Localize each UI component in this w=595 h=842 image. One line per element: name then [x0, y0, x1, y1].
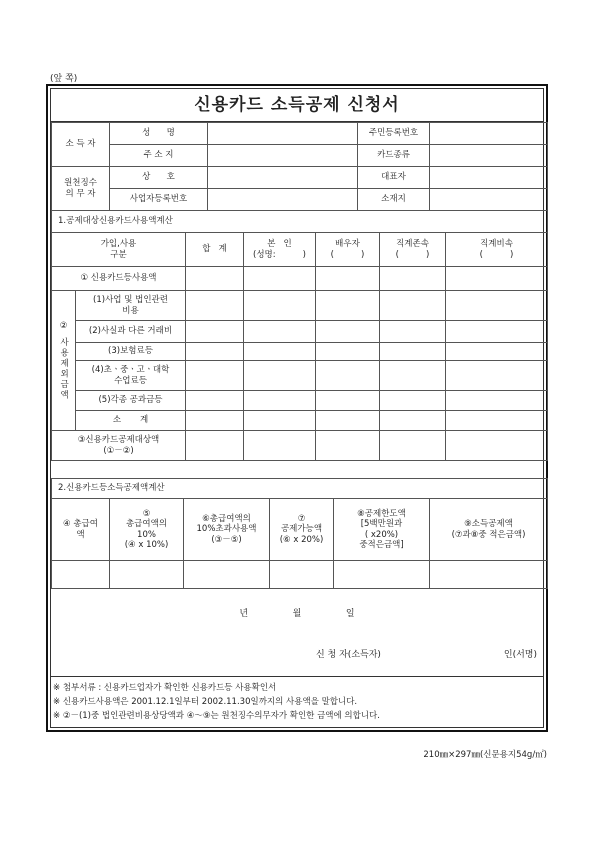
cell[interactable]: [186, 291, 244, 321]
applicant-label: 신 청 자(소득자): [316, 650, 381, 660]
withholder-group-label: 원천징수 의 무 자: [52, 167, 110, 211]
cell[interactable]: [316, 431, 380, 461]
cell[interactable]: [186, 343, 244, 361]
cell[interactable]: [244, 291, 316, 321]
form-inner: [50, 88, 544, 728]
business-reg-label: 사업자등록번호: [110, 189, 208, 211]
cell[interactable]: [244, 391, 316, 411]
note-verification: ※ ②－(1)중 법인관련비용상당액과 ④～⑨는 원천징수의무자가 확인한 금액에 의합니다.: [53, 711, 380, 721]
business-reg-field[interactable]: [208, 189, 358, 211]
representative-field[interactable]: [430, 167, 548, 189]
cell[interactable]: [430, 561, 548, 589]
col-descendant: 직계비속 ( ): [446, 233, 548, 267]
usage-table: [51, 210, 548, 461]
excluded-item-1: (1)사업 및 법인관련 비용: [76, 291, 186, 321]
cell[interactable]: [316, 267, 380, 291]
cell[interactable]: [52, 561, 110, 589]
col-deductible: ⑦ 공제가능액 (⑥ x 20%): [270, 499, 334, 561]
form-title: 신용카드 소득공제 신청서: [51, 89, 543, 122]
col-self: 본 인 (성명: ): [244, 233, 316, 267]
address-field[interactable]: [208, 145, 358, 167]
cell[interactable]: [380, 343, 446, 361]
col-ascendant: 직계존속 ( ): [380, 233, 446, 267]
cell[interactable]: [316, 321, 380, 343]
company-name-field[interactable]: [208, 167, 358, 189]
cell[interactable]: [446, 343, 548, 361]
excluded-item-4: (4)초ㆍ중ㆍ고ㆍ대학 수업료등: [76, 361, 186, 391]
cell[interactable]: [380, 391, 446, 411]
representative-label: 대표자: [358, 167, 430, 189]
cell[interactable]: [186, 391, 244, 411]
card-type-label: 카드종류: [358, 145, 430, 167]
paper-size-label: 210㎜×297㎜(신문용지54g/㎡): [423, 750, 547, 760]
cell[interactable]: [184, 561, 270, 589]
cell[interactable]: [446, 291, 548, 321]
col-salary-10pct: ⑤ 총급여액의 10% (④ x 10%): [110, 499, 184, 561]
col-excess-usage: ⑥총급여액의 10%초과사용액 (③－⑤): [184, 499, 270, 561]
form-frame: [46, 84, 548, 732]
cell[interactable]: [186, 431, 244, 461]
cell[interactable]: [244, 411, 316, 431]
section1-title: 1.공제대상신용카드사용액계산: [52, 211, 548, 233]
front-page-label: (앞 쪽): [50, 74, 78, 84]
cell[interactable]: [380, 411, 446, 431]
name-field[interactable]: [208, 123, 358, 145]
card-type-field[interactable]: [430, 145, 548, 167]
cell[interactable]: [110, 561, 184, 589]
excluded-subtotal: 소 계: [76, 411, 186, 431]
excluded-item-2: (2)사실과 다른 거래비: [76, 321, 186, 343]
cell[interactable]: [316, 343, 380, 361]
cell[interactable]: [244, 361, 316, 391]
col-spouse: 배우자 ( ): [316, 233, 380, 267]
col-deduction-limit: ⑧공제한도액 [5백만원과 ( x20%) 중적은금액]: [334, 499, 430, 561]
cell[interactable]: [186, 411, 244, 431]
cell[interactable]: [186, 361, 244, 391]
cell[interactable]: [446, 361, 548, 391]
row-card-usage: ① 신용카드등사용액: [52, 267, 186, 291]
company-name-label: 상 호: [110, 167, 208, 189]
cell[interactable]: [380, 291, 446, 321]
signature-label: 인(서명): [503, 650, 537, 660]
cell[interactable]: [186, 321, 244, 343]
cell[interactable]: [316, 411, 380, 431]
cell[interactable]: [446, 431, 548, 461]
cell[interactable]: [270, 561, 334, 589]
taxpayer-group-label: 소 득 자: [52, 123, 110, 167]
cell[interactable]: [244, 321, 316, 343]
col-total-salary: ④ 총급여 액: [52, 499, 110, 561]
col-income-deduction: ⑨소득공제액 (⑦과⑧중 적은금액): [430, 499, 548, 561]
cell[interactable]: [244, 267, 316, 291]
row-excluded-group: ② 사용제외금액: [52, 291, 76, 431]
cell[interactable]: [446, 411, 548, 431]
section2-title: 2.신용카드등소득공제액계산: [52, 479, 548, 499]
date-line: 년 월 일: [239, 609, 355, 619]
deduction-table: [51, 478, 548, 589]
cell[interactable]: [186, 267, 244, 291]
cell[interactable]: [446, 267, 548, 291]
identity-table: [51, 122, 548, 211]
cell[interactable]: [380, 267, 446, 291]
cell[interactable]: [380, 321, 446, 343]
cell[interactable]: [316, 391, 380, 411]
cell[interactable]: [244, 343, 316, 361]
notes-section: [51, 676, 543, 727]
address-label: 주 소 지: [110, 145, 208, 167]
resident-id-label: 주민등록번호: [358, 123, 430, 145]
row-deductible-amount: ③신용카드공제대상액 (①－②): [52, 431, 186, 461]
excluded-item-3: (3)보험료등: [76, 343, 186, 361]
note-attachment: ※ 첨부서류 : 신용카드업자가 확인한 신용카드등 사용확인서: [53, 683, 277, 693]
note-usage-period: ※ 신용카드사용액은 2001.12.1일부터 2002.11.30일까지의 사용액을 말합니다.: [53, 697, 358, 707]
location-field[interactable]: [430, 189, 548, 211]
resident-id-field[interactable]: [430, 123, 548, 145]
cell[interactable]: [316, 291, 380, 321]
cell[interactable]: [316, 361, 380, 391]
cell[interactable]: [380, 361, 446, 391]
cell[interactable]: [244, 431, 316, 461]
cell[interactable]: [334, 561, 430, 589]
name-label: 성 명: [110, 123, 208, 145]
col-category: 가입,사용 구분: [52, 233, 186, 267]
location-label: 소재지: [358, 189, 430, 211]
cell[interactable]: [446, 391, 548, 411]
cell[interactable]: [446, 321, 548, 343]
col-total: 합 계: [186, 233, 244, 267]
cell[interactable]: [380, 431, 446, 461]
excluded-item-5: (5)각종 공과금등: [76, 391, 186, 411]
